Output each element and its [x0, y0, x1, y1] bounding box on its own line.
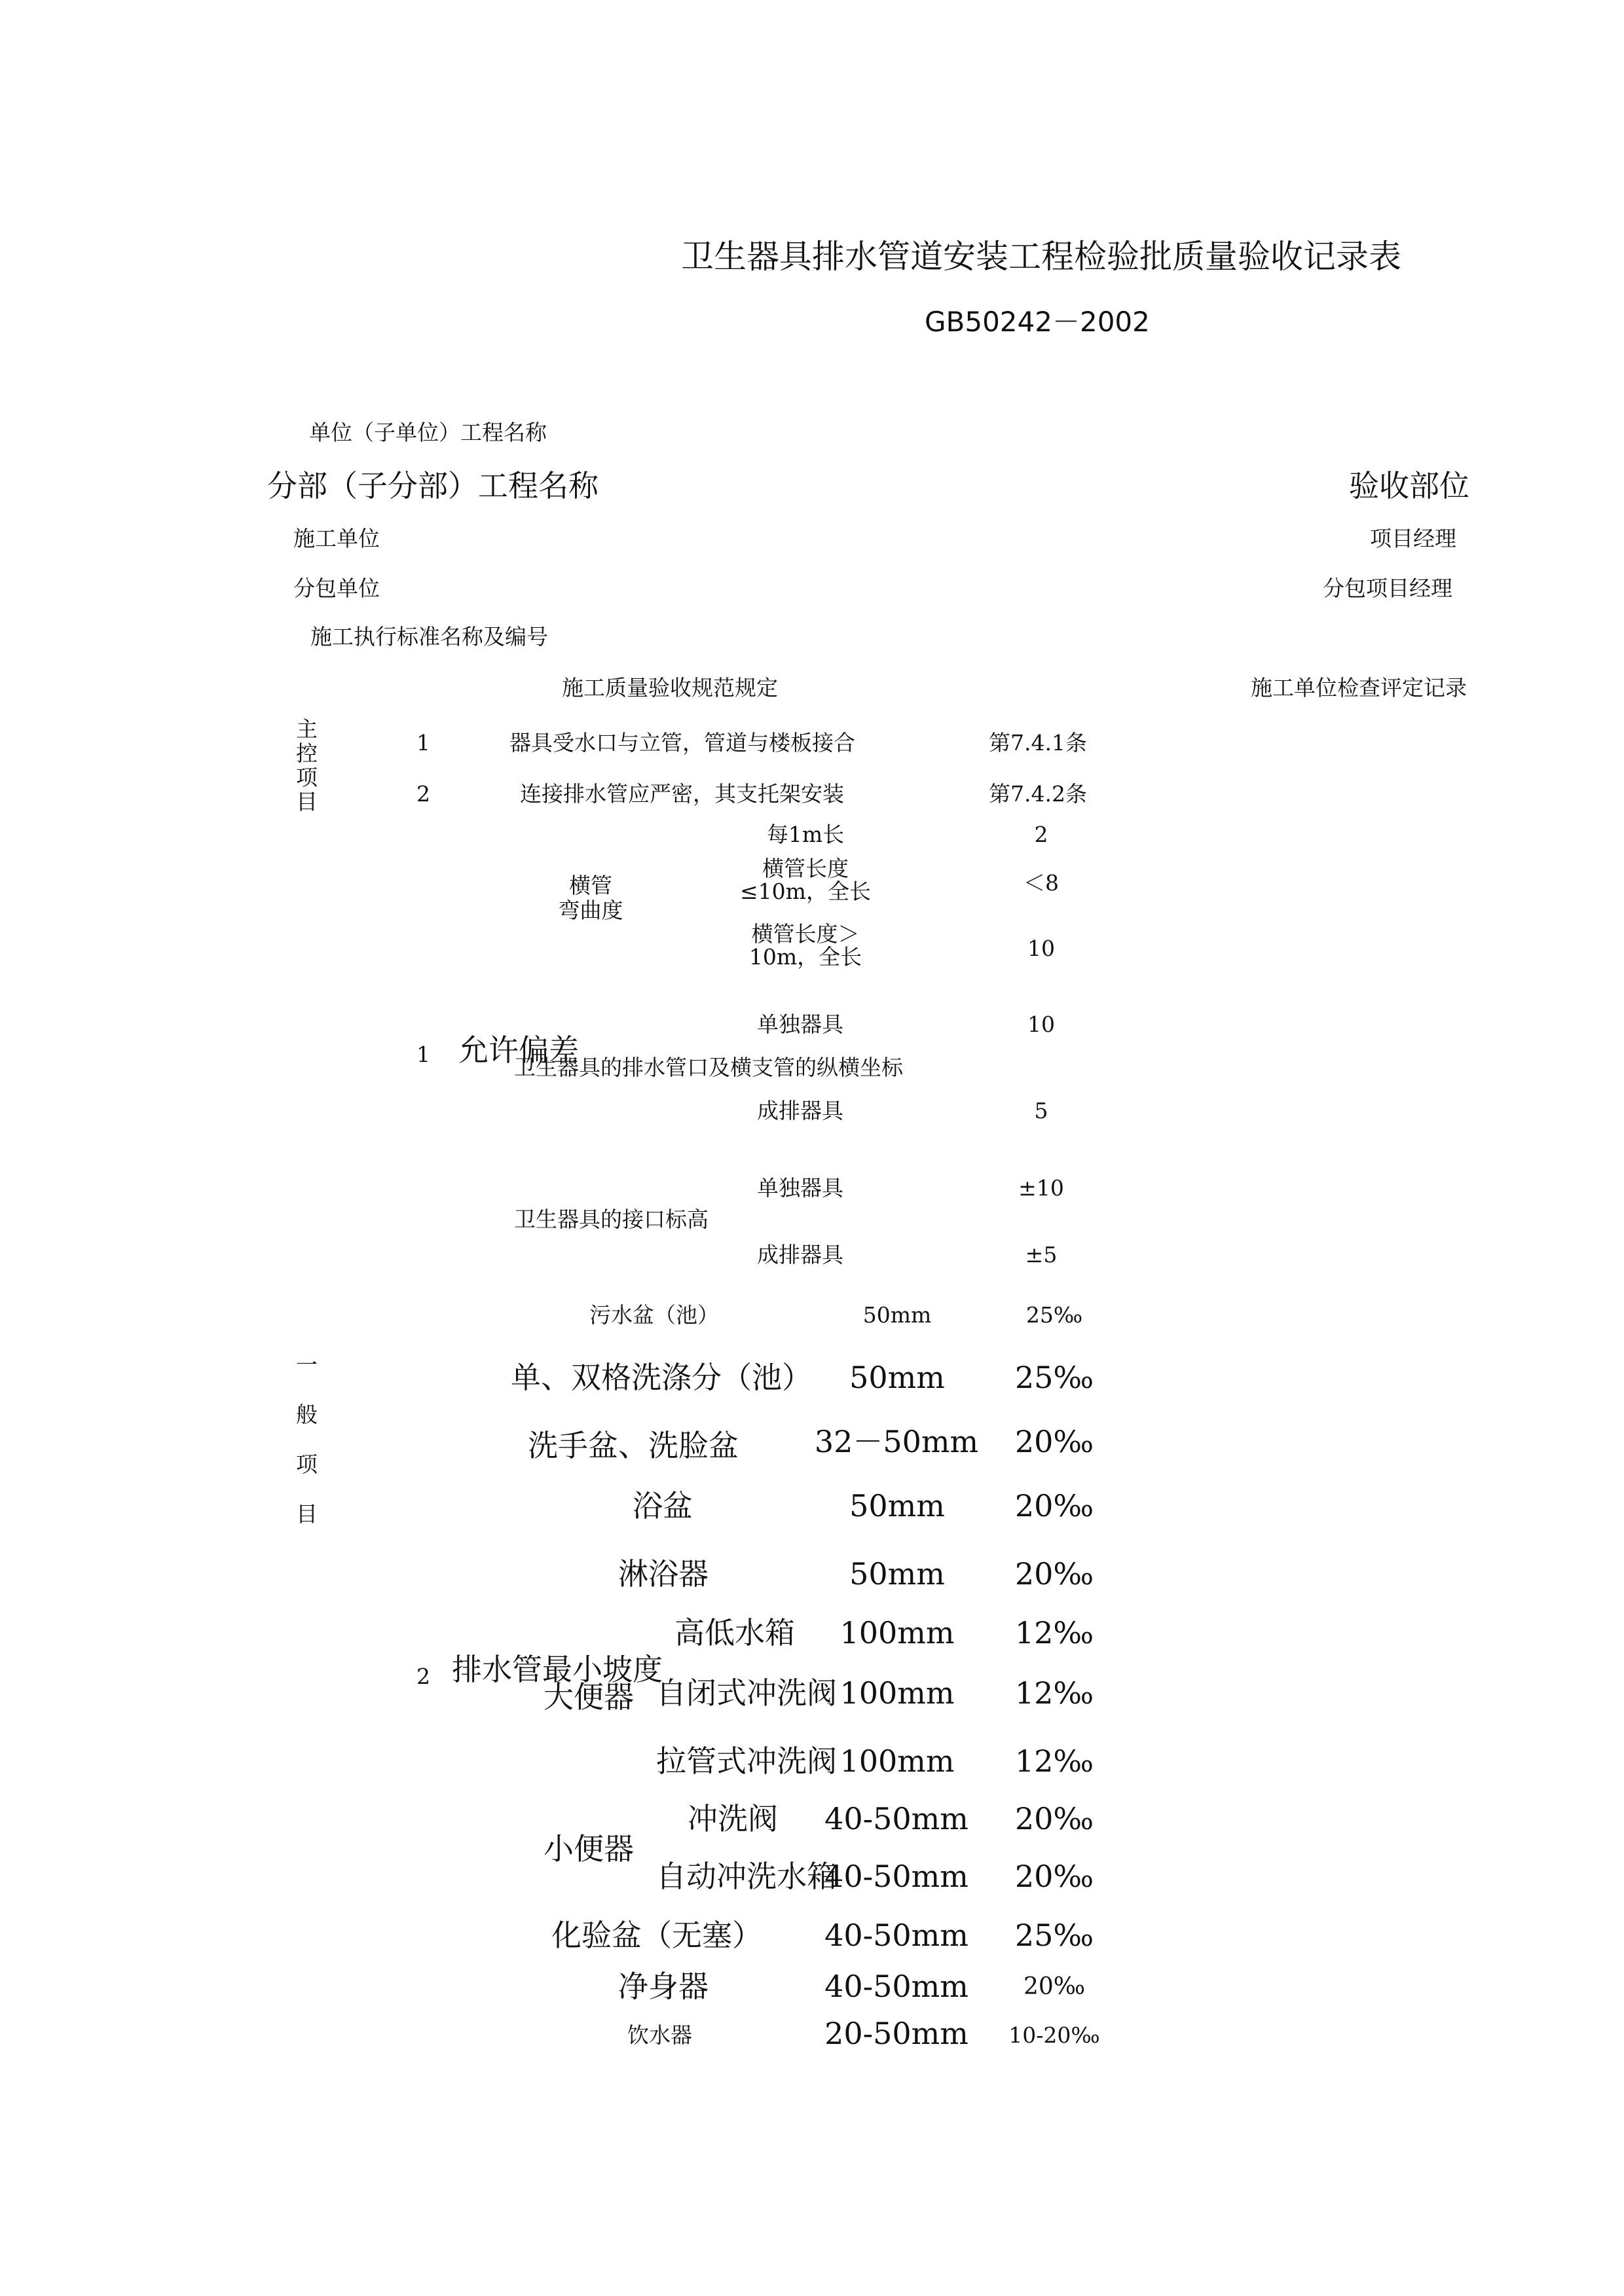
slope-row-6-dia: 100mm [840, 1615, 955, 1650]
bend-group-label: 横管 弯曲度 [558, 873, 623, 923]
slope-row-5-dia: 50mm [849, 1556, 945, 1592]
general-label-2: 般 [296, 1402, 318, 1427]
bend-row-1-value: 2 [1034, 822, 1048, 847]
spec-header: 施工质量验收规范规定 [562, 675, 778, 701]
exec-standard-label: 施工执行标准名称及编号 [310, 624, 548, 649]
outlet-row-1-value: 10 [1027, 1011, 1055, 1037]
slope-row-7-dia: 100mm [840, 1675, 955, 1711]
slope-row-2-name: 单、双格洗涤分（池） [511, 1360, 812, 1395]
slope-row-12-dia: 40-50mm [824, 1969, 969, 2004]
main-item-1-no: 1 [416, 730, 430, 756]
slope-row-3-slope: 20‰ [1014, 1424, 1094, 1459]
slope-row-3-dia: 32－50mm [814, 1424, 979, 1459]
bend-row-3-desc: 横管长度＞ 10m，全长 [748, 921, 862, 970]
slope-row-4-dia: 50mm [849, 1488, 945, 1523]
outlet-row-1-desc: 单独器具 [757, 1011, 843, 1037]
slope-row-11-dia: 40-50mm [824, 1918, 969, 1953]
slope-row-5-name: 淋浴器 [618, 1556, 709, 1592]
outlet-row-2-value: 5 [1034, 1098, 1048, 1123]
slope-row-7-name: 自闭式冲洗阀 [656, 1675, 837, 1711]
slope-row-10-clip [656, 1859, 837, 1894]
slope-row-6-slope: 12‰ [1014, 1615, 1094, 1650]
acceptance-part-clip [1349, 468, 1469, 503]
joint-row-2-value: ±5 [1025, 1242, 1058, 1267]
joint-row-1-desc: 单独器具 [757, 1175, 843, 1201]
outlet-group-clip [514, 1055, 903, 1080]
toilet-group-label: 大便器 [544, 1679, 634, 1715]
check-record-header: 施工单位检查评定记录 [1251, 675, 1467, 701]
slope-row-9-name: 冲洗阀 [688, 1801, 778, 1836]
project-manager-label: 项目经理 [1370, 526, 1456, 551]
unit-project-label: 单位（子单位）工程名称 [309, 420, 547, 445]
general-item-2-clip [452, 1652, 663, 1687]
slope-row-8-dia: 100mm [840, 1743, 955, 1779]
slope-row-13-slope: 10-20‰ [1008, 2022, 1100, 2048]
joint-group-label: 卫生器具的接口标高 [514, 1207, 709, 1232]
general-label-3: 项 [296, 1451, 318, 1477]
joint-row-2-desc: 成排器具 [757, 1242, 843, 1267]
main-item-2-no: 2 [416, 781, 430, 807]
main-item-2-text: 连接排水管应严密，其支托架安装 [520, 781, 844, 807]
slope-row-13-dia: 20-50mm [824, 2016, 969, 2051]
bend-row-2-value: ＜8 [1024, 870, 1059, 896]
subcontract-manager-clip [1323, 576, 1464, 601]
sub-project-label: 分部（子分部）工程名称 [267, 468, 599, 503]
slope-row-1-name: 污水盆（池） [589, 1302, 719, 1328]
slope-row-9-slope: 20‰ [1014, 1801, 1094, 1836]
slope-row-8-name: 拉管式冲洗阀 [656, 1743, 837, 1779]
standard-code: GB50242－2002 [925, 306, 1150, 338]
bend-row-2-desc: 横管长度 ≤10m，全长 [740, 856, 871, 904]
slope-row-1-slope: 25‰ [1025, 1302, 1083, 1328]
main-control-label: 主 控 项 目 [296, 716, 318, 814]
slope-row-11-slope: 25‰ [1014, 1918, 1094, 1953]
check-record-clip [1251, 675, 1467, 701]
bend-row-3-value: 10 [1027, 936, 1055, 961]
slope-row-12-name: 净身器 [618, 1969, 709, 2004]
main-item-1-clause: 第7.4.1条 [989, 730, 1087, 756]
page-title: 卫生器具排水管道安装工程检验批质量验收记录表 [681, 238, 1401, 276]
acceptance-part-label: 验收部位 [1349, 468, 1469, 503]
general-label-4: 目 [296, 1501, 318, 1527]
slope-row-8-clip [656, 1743, 837, 1779]
general-item-1-label: 允许偏差 [458, 1032, 579, 1068]
slope-row-1-dia: 50mm [862, 1302, 932, 1328]
subcontract-unit-label: 分包单位 [293, 575, 380, 601]
general-item-2-no: 2 [416, 1664, 430, 1689]
slope-row-11-name: 化验盆（无塞） [551, 1918, 762, 1953]
main-item-1-text: 器具受水口与立管，管道与楼板接合 [509, 730, 855, 756]
joint-row-1-value: ±10 [1018, 1175, 1064, 1201]
outlet-group-label: 卫生器具的排水管口及横支管的纵横坐标 [514, 1055, 903, 1080]
joint-group-clip [514, 1207, 709, 1232]
slope-row-10-slope: 20‰ [1014, 1859, 1094, 1894]
slope-row-2-dia: 50mm [849, 1360, 945, 1395]
slope-row-7-clip [656, 1675, 837, 1711]
slope-row-8-slope: 12‰ [1014, 1743, 1094, 1779]
bend-row-1-desc: 每1m长 [766, 822, 845, 847]
construction-unit-label: 施工单位 [293, 526, 380, 551]
general-label-1: 一 [296, 1352, 318, 1377]
slope-row-4-slope: 20‰ [1014, 1488, 1094, 1523]
slope-row-12-slope: 20‰ [1023, 1973, 1086, 2000]
slope-row-13-name: 饮水器 [627, 2022, 692, 2048]
slope-row-4-name: 浴盆 [633, 1488, 693, 1523]
subcontract-manager-label: 分包项目经理 [1323, 575, 1452, 601]
slope-row-7-slope: 12‰ [1014, 1675, 1094, 1711]
slope-row-2-slope: 25‰ [1014, 1360, 1094, 1395]
outlet-row-2-desc: 成排器具 [757, 1098, 843, 1123]
slope-row-2-clip [511, 1360, 817, 1395]
main-item-2-clause: 第7.4.2条 [989, 781, 1087, 807]
slope-row-10-dia: 40-50mm [824, 1859, 969, 1894]
slope-row-10-name: 自动冲洗水箱 [656, 1859, 837, 1894]
slope-row-5-slope: 20‰ [1014, 1556, 1094, 1592]
general-item-2-label: 排水管最小坡度 [452, 1652, 663, 1687]
urinal-group-label: 小便器 [544, 1831, 634, 1867]
slope-row-9-dia: 40-50mm [824, 1801, 969, 1836]
general-item-1-no: 1 [416, 1042, 430, 1067]
slope-row-3-name: 洗手盆、洗脸盆 [528, 1428, 739, 1463]
slope-row-6-name: 高低水箱 [674, 1615, 795, 1650]
project-manager-clip [1370, 526, 1464, 551]
